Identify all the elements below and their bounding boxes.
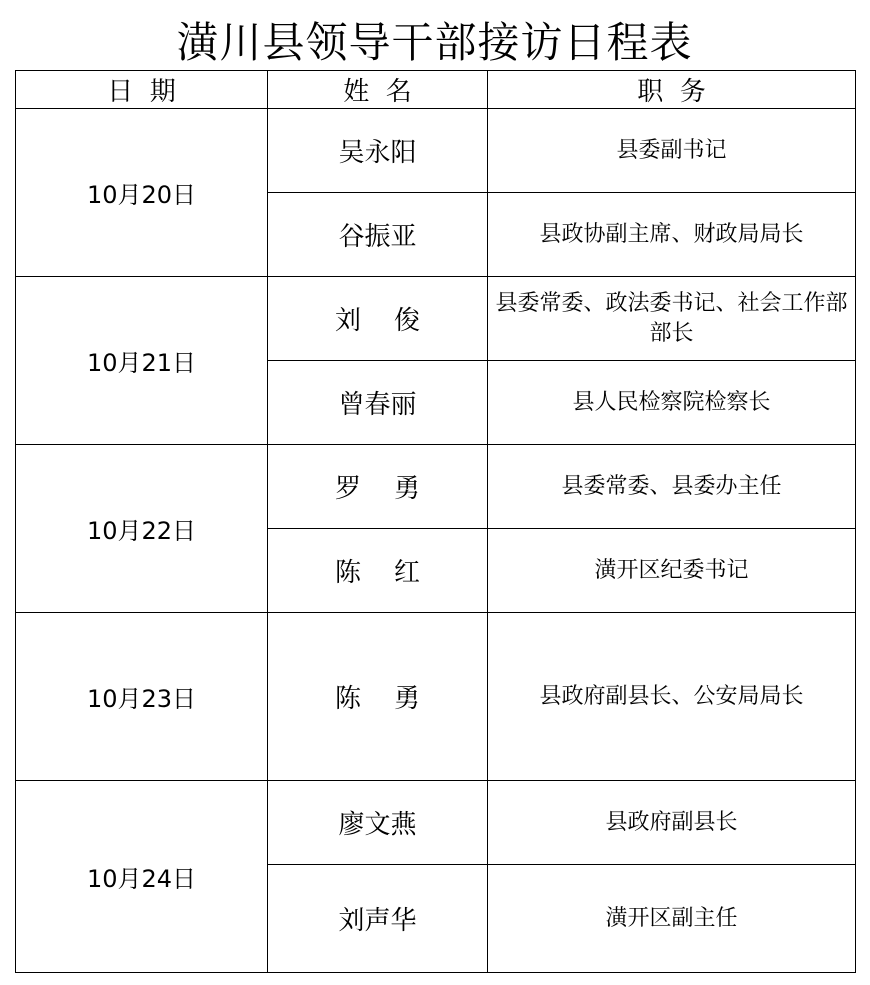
header-date: 日 期 (16, 71, 268, 109)
name-cell: 吴永阳 (268, 109, 488, 193)
date-cell: 10月24日 (16, 781, 268, 973)
date-cell: 10月20日 (16, 109, 268, 277)
date-cell: 10月23日 (16, 613, 268, 781)
position-cell: 潢开区纪委书记 (488, 529, 856, 613)
name-cell: 刘 俊 (268, 277, 488, 361)
position-cell: 县委常委、县委办主任 (488, 445, 856, 529)
table-row (16, 109, 856, 193)
name-cell: 谷振亚 (268, 193, 488, 277)
page-title: 潢川县领导干部接访日程表 (176, 17, 693, 67)
position-cell: 县政府副县长 (488, 781, 856, 865)
name-cell: 廖文燕 (268, 781, 488, 865)
header-row (16, 71, 856, 109)
position-cell: 县委副书记 (488, 109, 856, 193)
name-cell: 陈 红 (268, 529, 488, 613)
position-cell: 县委常委、政法委书记、社会工作部部长 (488, 277, 856, 361)
title-bar (15, 15, 854, 70)
date-cell: 10月22日 (16, 445, 268, 613)
header-position: 职 务 (488, 71, 856, 109)
header-name: 姓 名 (268, 71, 488, 109)
table-row (16, 781, 856, 865)
name-cell: 陈 勇 (268, 613, 488, 781)
schedule-table (15, 70, 856, 973)
date-cell: 10月21日 (16, 277, 268, 445)
name-cell: 刘声华 (268, 865, 488, 973)
position-cell: 县政府副县长、公安局局长 (488, 613, 856, 781)
table-row (16, 277, 856, 361)
position-cell: 县人民检察院检察长 (488, 361, 856, 445)
position-cell: 潢开区副主任 (488, 865, 856, 973)
name-cell: 曾春丽 (268, 361, 488, 445)
position-cell: 县政协副主席、财政局局长 (488, 193, 856, 277)
table-row (16, 445, 856, 529)
name-cell: 罗 勇 (268, 445, 488, 529)
table-row (16, 613, 856, 781)
